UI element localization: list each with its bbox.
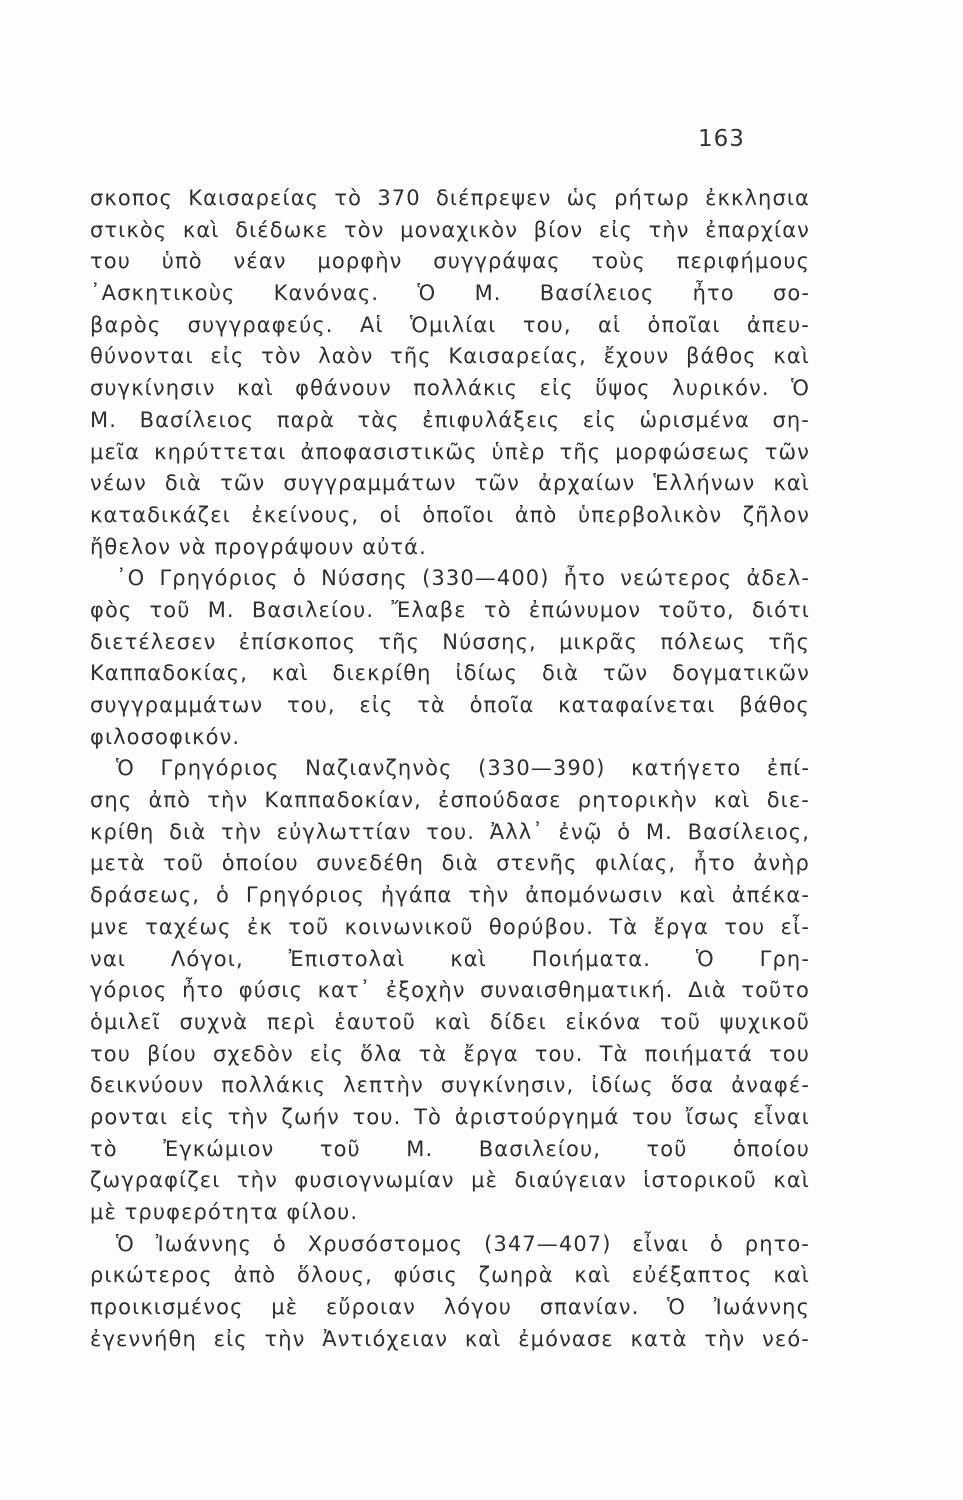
text-line: μνε ταχέως ἐκ τοῦ κοινωνικοῦ θορύβου. Τὰ ἔργα του εἶ- (90, 914, 810, 939)
text-line: τὸ Ἐγκώμιον τοῦ Μ. Βασιλείου, τοῦ ὁποίου (90, 1136, 810, 1161)
text-line: μὲ τρυφερότητα φίλου. (90, 1200, 359, 1224)
text-line: ζωγραφίζει τὴν φυσιογνωμίαν μὲ διαύγειαν ἱστορικοῦ καὶ (90, 1168, 810, 1193)
text-line: ὁμιλεῖ συχνὰ περὶ ἑαυτοῦ καὶ δίδει εἰκόνα τοῦ ψυχικοῦ (90, 1009, 810, 1034)
text-line: δράσεως, ὁ Γρηγόριος ἠγάπα τὴν ἀπομόνωσιν καὶ ἀπέκα- (90, 883, 810, 908)
text-line: ναι Λόγοι, Ἐπιστολαὶ καὶ Ποιήματα. Ὁ Γρη- (90, 946, 810, 971)
text-line: Ὁ Γρηγόριος Ναζιανζηνὸς (330—390) κατήγετο ἐπί- (116, 756, 810, 781)
text-line: σης ἀπὸ τὴν Καππαδοκίαν, ἐσπούδασε ρητορικὴν καὶ διε- (90, 788, 810, 813)
text-line: Ὁ Ἰωάννης ὁ Χρυσόστομος (347—407) εἶναι ὁ ρητο- (116, 1231, 810, 1256)
text-line: ἤθελον νὰ προγράψουν αὐτά. (90, 534, 427, 559)
text-line: κρίθη διὰ τὴν εὐγλωττίαν του. Ἀλλ᾿ ἐνῷ ὁ Μ. Βασίλειος, (90, 819, 810, 844)
text-line: καταδικάζει ἐκείνους, οἱ ὁποῖοι ἀπὸ ὑπερβολικὸν ζῆλον (90, 502, 810, 527)
text-line: συγκίνησιν καὶ φθάνουν πολλάκις εἰς ὕψος λυρικόν. Ὁ (90, 376, 810, 401)
page-number: 163 (698, 126, 745, 152)
text-line: στικὸς καὶ διέδωκε τὸν μοναχικὸν βίον εἰς τὴν ἐπαρχίαν (90, 217, 810, 242)
text-line: σκοπος Καισαρείας τὸ 370 διέπρεψεν ὡς ρήτωρ ἐκκλησια (90, 186, 810, 210)
text-line: φιλοσοφικόν. (90, 724, 241, 749)
text-line: γόριος ἦτο φύσις κατ᾿ ἐξοχὴν συναισθηματική. Διὰ τοῦτο (90, 978, 810, 1003)
text-line: του ὑπὸ νέαν μορφὴν συγγράψας τοὺς περιφήμους (90, 249, 810, 274)
text-line: βαρὸς συγγραφεύς. Αἱ Ὁμιλίαι του, αἱ ὁποῖαι ἀπευ- (90, 312, 810, 337)
text-line: ἐγεννήθη εἰς τὴν Ἀντιόχειαν καὶ ἐμόνασε κατὰ τὴν νεό- (90, 1326, 810, 1351)
text-line: ᾿Ο Γρηγόριος ὁ Νύσσης (330—400) ἦτο νεώτερος ἀδελ- (116, 566, 810, 591)
text-line: προικισμένος μὲ εὔροιαν λόγου σπανίαν. Ὁ Ἰωάννης (90, 1295, 810, 1320)
text-line: διετέλεσεν ἐπίσκοπος τῆς Νύσσης, μικρᾶς πόλεως τῆς (90, 629, 810, 654)
text-line: συγγραμμάτων του, εἰς τὰ ὁποῖα καταφαίνεται βάθος (90, 693, 810, 717)
text-line: θύνονται εἰς τὸν λαὸν τῆς Καισαρείας, ἔχουν βάθος καὶ (90, 344, 810, 369)
text-line: Μ. Βασίλειος παρὰ τὰς ἐπιφυλάξεις εἰς ὡρισμένα ση- (90, 407, 810, 432)
text-line: ρονται εἰς τὴν ζωήν του. Τὸ ἀριστούργημά του ἴσως εἶναι (90, 1104, 810, 1129)
text-line: δεικνύουν πολλάκις λεπτὴν συγκίνησιν, ἰδίως ὅσα ἀναφέ- (90, 1073, 810, 1098)
text-line: μετὰ τοῦ ὁποίου συνεδέθη διὰ στενῆς φιλίας, ἦτο ἀνὴρ (90, 851, 810, 876)
text-line: του βίου σχεδὸν εἰς ὅλα τὰ ἔργα του. Τὰ ποιήματά του (90, 1041, 810, 1066)
text-line: ᾿Ασκητικοὺς Κανόνας. Ὁ Μ. Βασίλειος ἦτο σο- (90, 281, 810, 306)
text-line: νέων διὰ τῶν συγγραμμάτων τῶν ἀρχαίων Ἑλλήνων καὶ (90, 471, 810, 496)
text-line: ρικώτερος ἀπὸ ὅλους, φύσις ζωηρὰ καὶ εὐέξαπτος καὶ (90, 1263, 810, 1288)
text-line: φὸς τοῦ Μ. Βασιλείου. Ἔλαβε τὸ ἐπώνυμον τοῦτο, διότι (90, 597, 810, 622)
text-line: Καππαδοκίας, καὶ διεκρίθη ἰδίως διὰ τῶν δογματικῶν (90, 661, 810, 686)
text-line: μεῖα κηρύττεται ἀποφασιστικῶς ὑπὲρ τῆς μορφώσεως τῶν (90, 439, 810, 464)
body-text (90, 183, 810, 1355)
